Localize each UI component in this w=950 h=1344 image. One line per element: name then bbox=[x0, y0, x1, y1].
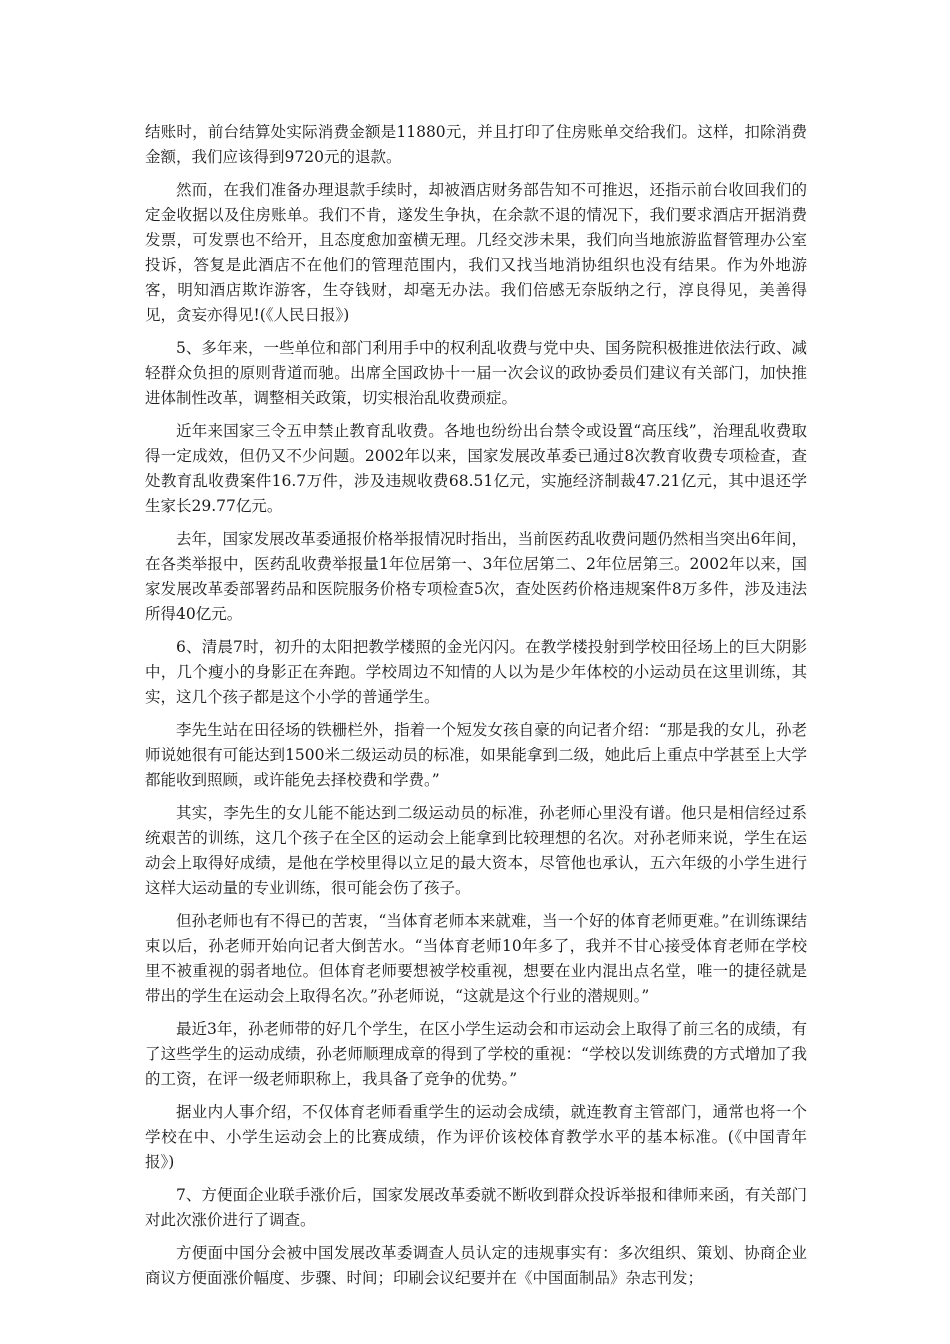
paragraph: 7、方便面企业联手涨价后，国家发展改革委就不断收到群众投诉举报和律师来函，有关部门对此次涨价进行了调查。 bbox=[145, 1186, 807, 1229]
paragraph: 据业内人事介绍，不仅体育老师看重学生的运动会成绩，就连教育主管部门，通常也将一个学校在中、小学生运动会上的比赛成绩，作为评价该校体育教学水平的基本标准。(《中国青年报》) bbox=[145, 1103, 807, 1171]
paragraph: 但孙老师也有不得已的苦衷，“当体育老师本来就难，当一个好的体育老师更难。”在训练课结束以后，孙老师开始向记者大倒苦水。“当体育老师10年多了，我并不甘心接受体育老师在学校里不被重视的弱者地位。但体育老师要想被学校重视，想要在业内混出点名堂，唯一的捷径就是带出的学生在运动会上取得名次。”孙老师说，“这就是这个行业的潜规则。” bbox=[145, 912, 807, 1005]
paragraph: 结账时，前台结算处实际消费金额是11880元，并且打印了住房账单交给我们。这样，扣除消费金额，我们应该得到9720元的退款。 bbox=[145, 123, 807, 166]
paragraph: 其实，李先生的女儿能不能达到二级运动员的标准，孙老师心里没有谱。他只是相信经过系统艰苦的训练，这几个孩子在全区的运动会上能拿到比较理想的名次。对孙老师来说，学生在运动会上取得好成绩，是他在学校里得以立足的最大资本，尽管他也承认，五六年级的小学生进行这样大运动量的专业训练，很可能会伤了孩子。 bbox=[145, 804, 807, 897]
paragraph: 近年来国家三令五申禁止教育乱收费。各地也纷纷出台禁令或设置“高压线”，治理乱收费取得一定成效，但仍又不少问题。2002年以来，国家发展改革委已通过8次教育收费专项检查，查处教育乱收费案件16.7万件，涉及违规收费68.51亿元，实施经济制裁47.21亿元，其中退还学生家长29.77亿元。 bbox=[145, 422, 807, 515]
document-body bbox=[145, 120, 807, 1299]
paragraph: 5、多年来，一些单位和部门利用手中的权利乱收费与党中央、国务院积极推进依法行政、减轻群众负担的原则背道而驰。出席全国政协十一届一次会议的政协委员们建议有关部门，加快推进体制性改革，调整相关政策，切实根治乱收费顽症。 bbox=[145, 339, 807, 407]
paragraph: 去年，国家发展改革委通报价格举报情况时指出，当前医药乱收费问题仍然相当突出6年间，在各类举报中，医药乱收费举报量1年位居第一、3年位居第二、2年位居第三。2002年以来，国家发展改革委部署药品和医院服务价格专项检查5次，查处医药价格违规案件8万多件，涉及违法所得40亿元。 bbox=[145, 530, 807, 623]
paragraph: 方便面中国分会被中国发展改革委调查人员认定的违规事实有：多次组织、策划、协商企业商议方便面涨价幅度、步骤、时间；印刷会议纪要并在《中国面制品》杂志刊发； bbox=[145, 1244, 807, 1287]
paragraph: 6、清晨7时，初升的太阳把教学楼照的金光闪闪。在教学楼投射到学校田径场上的巨大阴影中，几个瘦小的身影正在奔跑。学校周边不知情的人以为是少年体校的小运动员在这里训练，其实，这几个孩子都是这个小学的普通学生。 bbox=[145, 638, 807, 706]
paragraph: 最近3年，孙老师带的好几个学生，在区小学生运动会和市运动会上取得了前三名的成绩，有了这些学生的运动成绩，孙老师顺理成章的得到了学校的重视：“学校以发训练费的方式增加了我的工资，在评一级老师职称上，我具备了竞争的优势。” bbox=[145, 1020, 807, 1088]
paragraph: 李先生站在田径场的铁栅栏外，指着一个短发女孩自豪的向记者介绍：“那是我的女儿，孙老师说她很有可能达到1500米二级运动员的标准，如果能拿到二级，她此后上重点中学甚至上大学都能收到照顾，或许能免去择校费和学费。” bbox=[145, 721, 807, 789]
paragraph: 然而，在我们准备办理退款手续时，却被酒店财务部告知不可推迟，还指示前台收回我们的定金收据以及住房账单。我们不肯，遂发生争执，在余款不退的情况下，我们要求酒店开据消费发票，可发票也不给开，且态度愈加蛮横无理。几经交涉未果，我们向当地旅游监督管理办公室投诉，答复是此酒店不在他们的管理范围内，我们又找当地消协组织也没有结果。作为外地游客，明知酒店欺诈游客，生夺钱财，却毫无办法。我们倍感无奈版纳之行，淳良得见，美善得见，贪妄亦得见!(《人民日报》) bbox=[145, 181, 807, 324]
